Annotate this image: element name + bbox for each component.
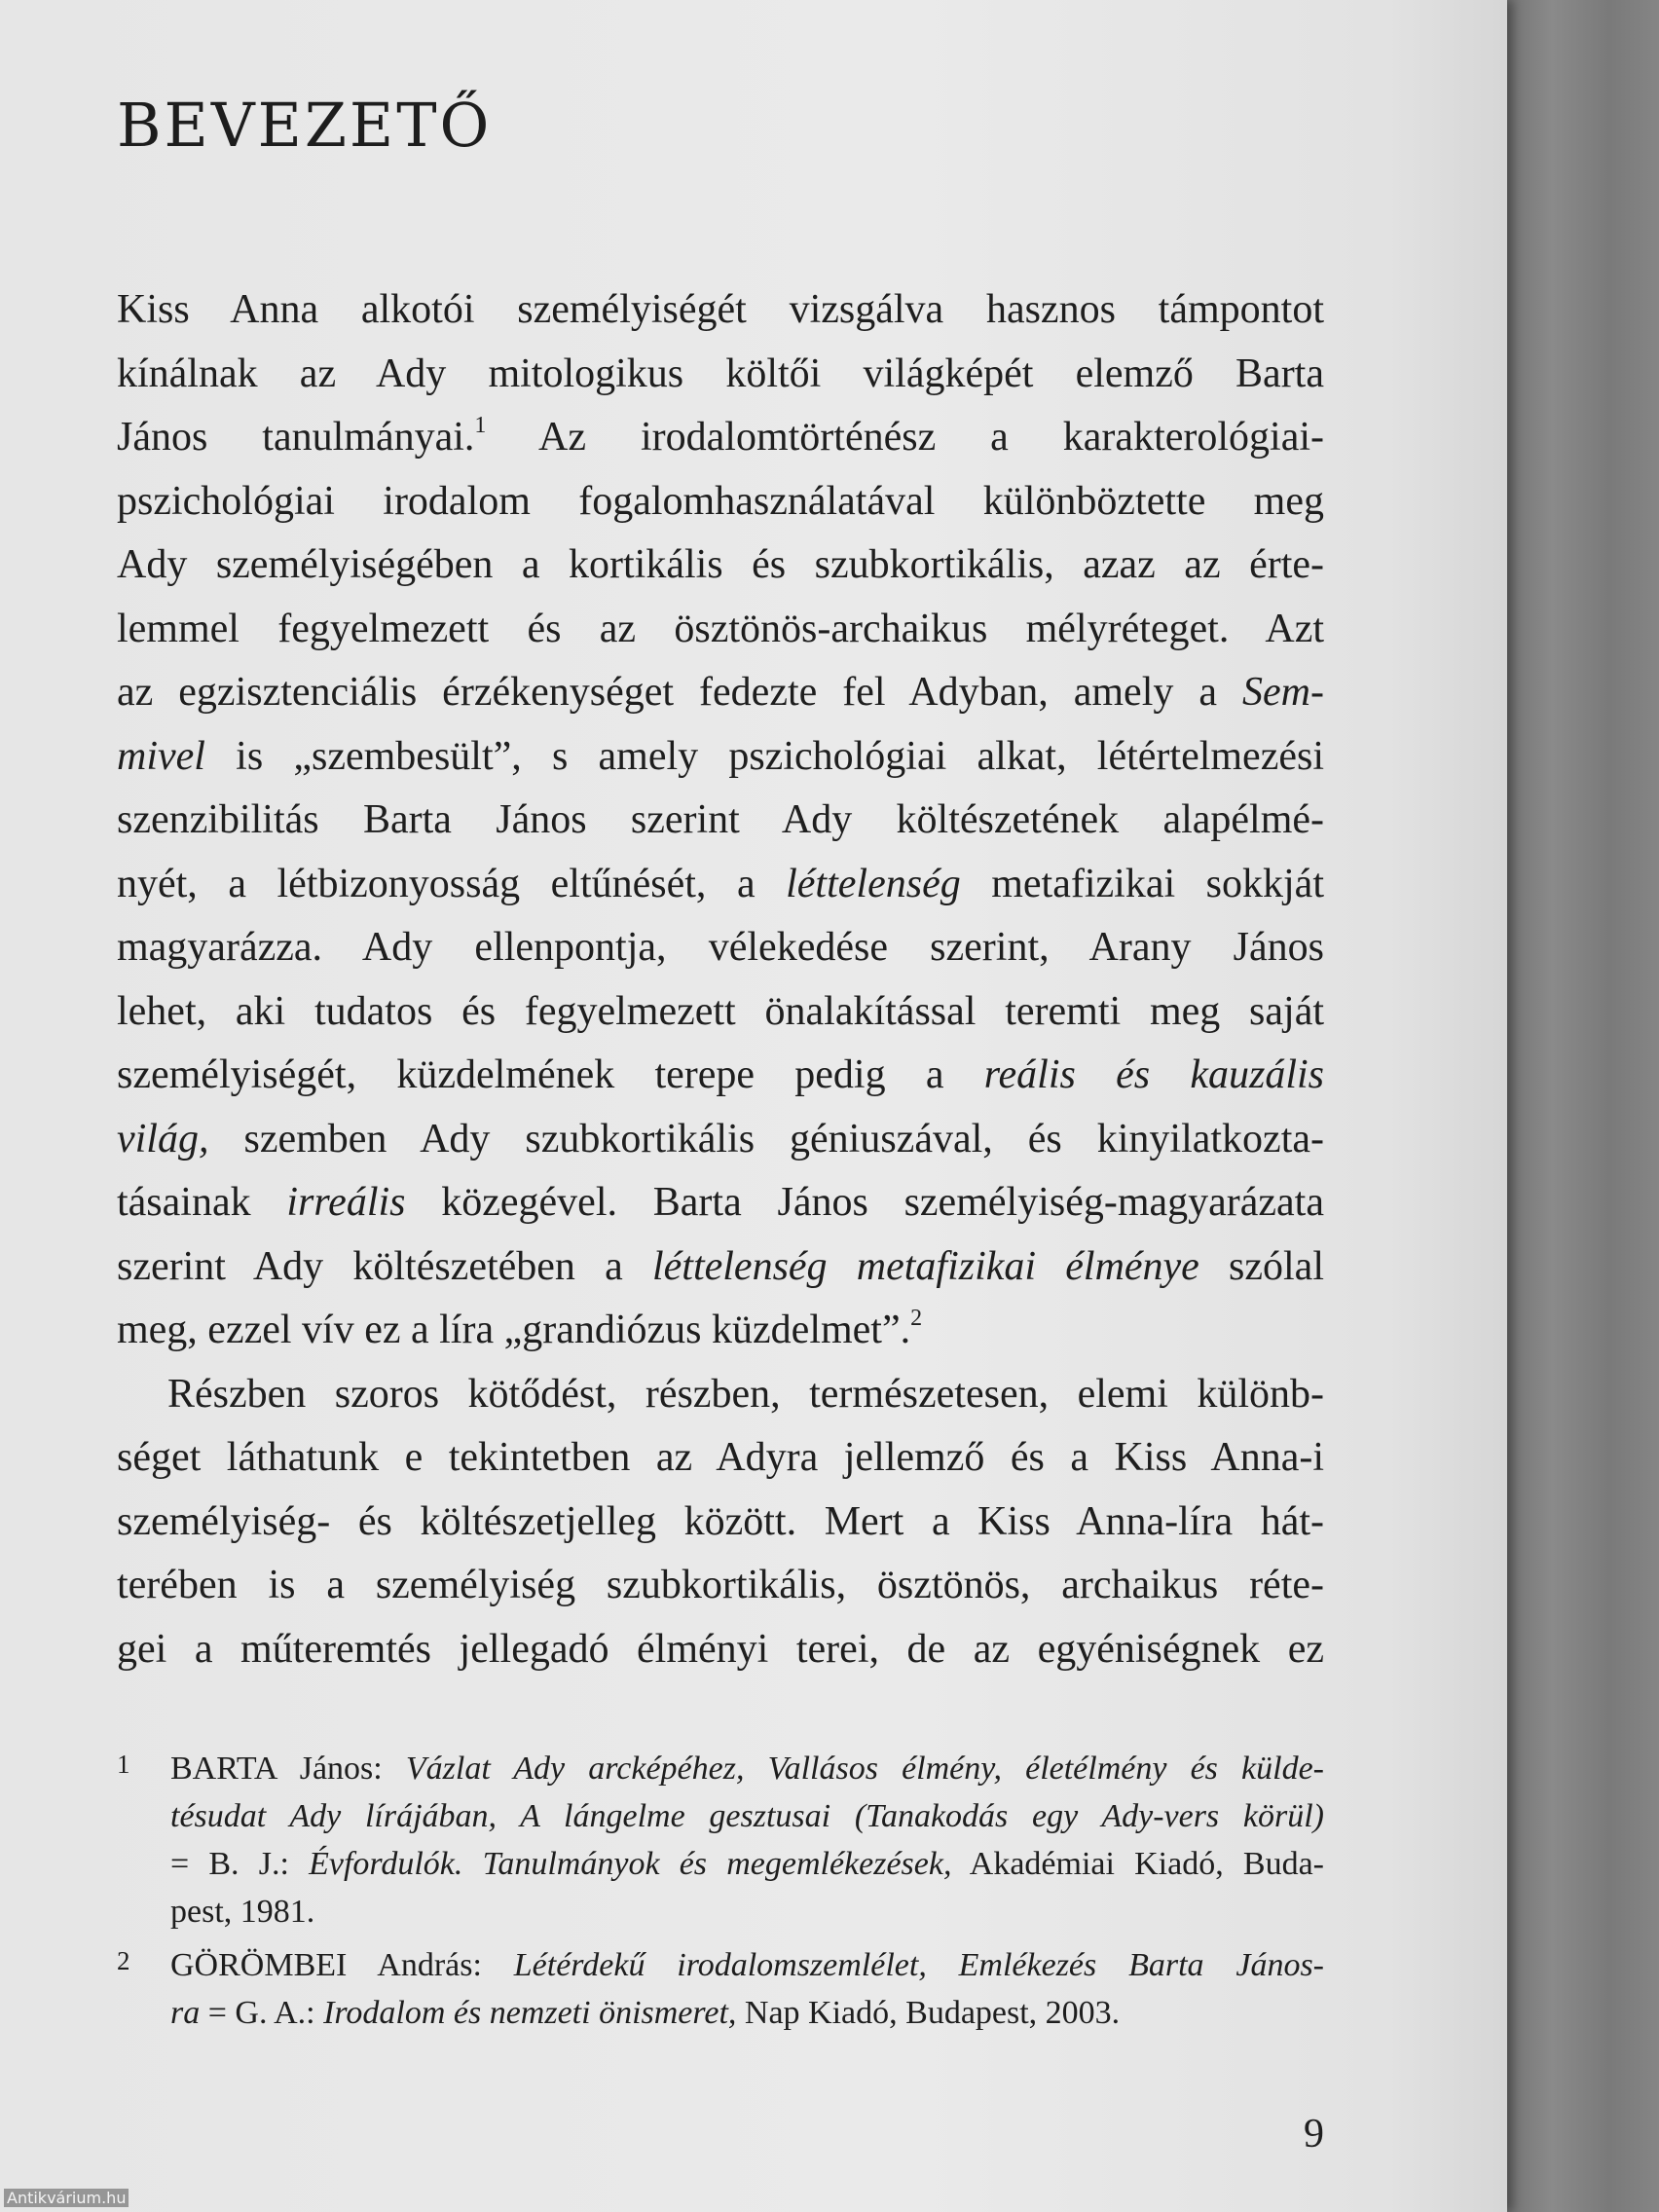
- footnote: [117, 1941, 1324, 2037]
- body-line: lemmel fegyelmezett és az ösztönös-archaikus mélyréteget. Azt: [117, 606, 1324, 651]
- body-line: kínálnak az Ady mitologikus költői világképét elemző Barta: [117, 350, 1324, 396]
- body-line: az egzisztenciális érzékenységet fedezte fel Adyban, amely a Sem-: [117, 670, 1324, 715]
- footnote-ref-1: 1: [474, 413, 487, 438]
- watermark: Antikvárium.hu: [4, 2189, 129, 2207]
- footnote-line: BARTA János: Vázlat Ady arcképéhez, Vallásos élmény, életélmény és külde-: [170, 1751, 1324, 1787]
- body-line: séget láthatunk e tekintetben az Adyra jellemző és a Kiss Anna-i: [117, 1435, 1324, 1480]
- body-line: személyiség- és költészetjelleg között. Mert a Kiss Anna-líra hát-: [117, 1498, 1324, 1544]
- body-line: nyét, a létbizonyosság eltűnését, a léttelenség metafizikai sokkját: [117, 861, 1324, 906]
- body-line: világ, szemben Ady szubkortikális géniuszával, és kinyilatkozta-: [117, 1116, 1324, 1161]
- body-line: meg, ezzel vív ez a líra „grandiózus küzdelmet”.$^2$: [117, 1306, 923, 1352]
- footnote-line: GÖRÖMBEI András: Létérdekű irodalomszemlélet, Emlékezés Barta János-: [170, 1947, 1324, 1983]
- body-line: személyiségét, küzdelmének terepe pedig a reális és kauzális: [117, 1052, 1325, 1097]
- body-line: magyarázza. Ady ellenpontja, vélekedése szerint, Arany János: [117, 925, 1324, 970]
- footnote-ref-2: 2: [910, 1306, 923, 1331]
- footnote-number: 2: [117, 1946, 130, 1975]
- body-line: tásainak irreális közegével. Barta János személyiség-magyarázata: [117, 1180, 1324, 1225]
- body-line: pszichológiai irodalom fogalomhasználatával különböztette meg: [117, 478, 1324, 524]
- body-line: gei a műteremtés jellegadó élményi terei, de az egyéniségnek ez: [117, 1626, 1324, 1672]
- chapter-title: BEVEZETŐ: [117, 90, 493, 161]
- background-surface: [1494, 0, 1659, 2212]
- body-line: terében is a személyiség szubkortikális, ösztönös, archaikus réte-: [117, 1563, 1324, 1607]
- footnote-line: tésudat Ady lírájában, A lángelme gesztusai (Tanakodás egy Ady-vers körül): [170, 1798, 1324, 1834]
- body-line: János tanulmányai.$^1$ Az irodalomtörténész a karakterológiai-: [117, 413, 1324, 460]
- footnotes: [117, 1745, 1324, 2043]
- footnote-line: ra = G. A.: Irodalom és nemzeti önismeret, Nap Kiadó, Budapest, 2003.: [170, 1995, 1121, 2031]
- body-line: mivel is „szembesült”, s amely pszichológiai alkat, létértelmezési: [117, 733, 1324, 779]
- body-line: Részben szoros kötődést, részben, természetesen, elemi különb-: [167, 1371, 1324, 1417]
- body-line: lehet, aki tudatos és fegyelmezett önalakítással teremti meg saját: [117, 988, 1324, 1034]
- footnote: [117, 1745, 1324, 1936]
- body-line: Kiss Anna alkotói személyiségét vizsgálva hasznos támpontot: [117, 287, 1324, 332]
- footnote-number: 1: [117, 1750, 130, 1779]
- body-line: Ady személyiségében a kortikális és szubkortikális, azaz az érte-: [117, 542, 1324, 587]
- footnote-line: = B. J.: Évfordulók. Tanulmányok és megemlékezések, Akadémiai Kiadó, Buda-: [170, 1846, 1324, 1882]
- body-text: [117, 278, 1324, 1681]
- page-number: 9: [1304, 2112, 1324, 2157]
- footnote-line: pest, 1981.: [170, 1894, 315, 1930]
- body-line: szerint Ady költészetében a léttelenség metafizikai élménye szólal: [117, 1243, 1324, 1289]
- body-line: szenzibilitás Barta János szerint Ady költészetének alapélmé-: [117, 797, 1324, 842]
